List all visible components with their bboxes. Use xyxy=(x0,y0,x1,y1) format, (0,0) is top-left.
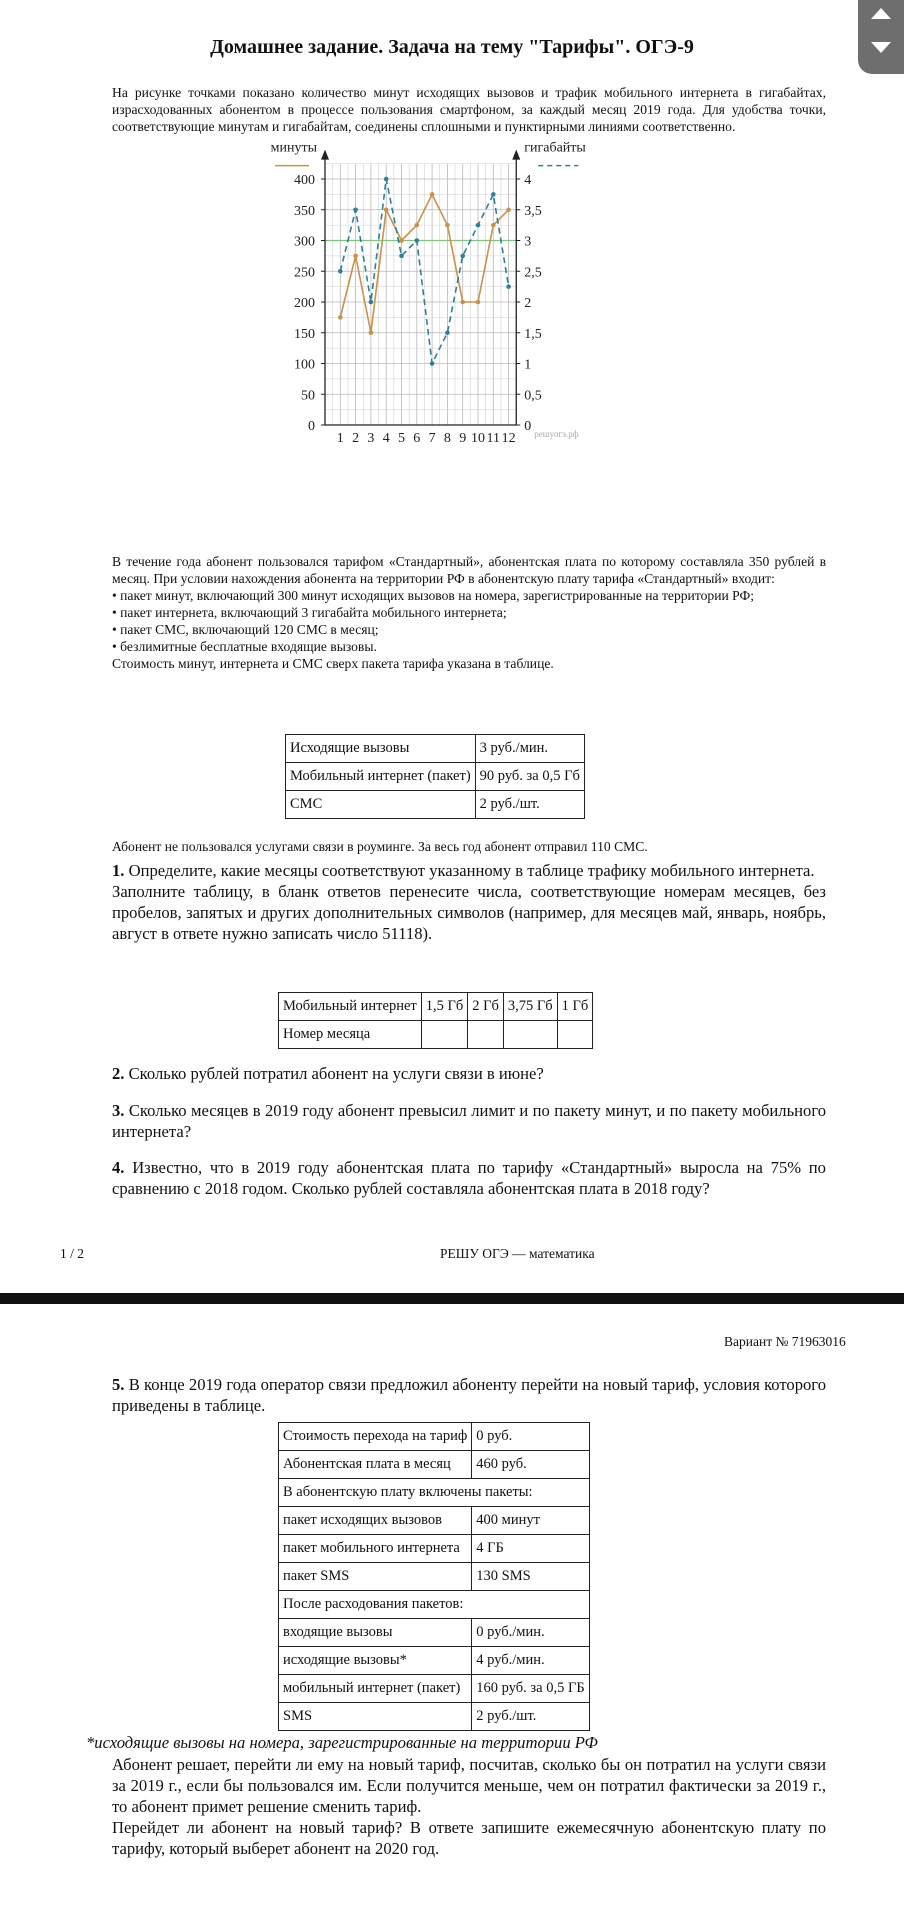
minutes-point xyxy=(399,238,404,243)
question-text: Сколько рублей потратил абонент на услуги связи в июне? xyxy=(128,1064,544,1083)
answer-cell[interactable] xyxy=(421,1021,468,1049)
table-row xyxy=(279,1563,590,1591)
table-cell: Абонентская плата в месяц xyxy=(279,1451,472,1479)
table-row xyxy=(279,1619,590,1647)
minutes-point xyxy=(506,207,511,212)
y-tick-label-right: 3 xyxy=(524,234,532,250)
table-cell: исходящие вызовы* xyxy=(279,1647,472,1675)
x-tick-label: 9 xyxy=(459,431,467,446)
y-axis-label-right: гигабайты xyxy=(524,140,586,156)
table-cell: пакет мобильного интернета xyxy=(279,1535,472,1563)
table-cell: 1,5 Гб xyxy=(421,993,468,1021)
table-cell: Мобильный интернет xyxy=(279,993,422,1021)
question-number: 1. xyxy=(112,861,125,880)
desc-line-0: В течение года абонент пользовался тарифом «Стандартный», абонентская плата по которому составляла 350 рублей в месяц. При условии нахождения абонента на территории РФ в абонентскую плату тарифа «Стандартный» входит: xyxy=(112,554,826,586)
table-section-header: После расходования пакетов: xyxy=(279,1591,590,1619)
y-tick-label-left: 150 xyxy=(294,326,315,342)
x-tick-label: 12 xyxy=(501,431,516,446)
desc-line-2: • пакет интернета, включающий 3 гигабайта мобильного интернета; xyxy=(112,605,507,620)
x-tick-label: 7 xyxy=(428,431,436,446)
desc-line-3: • пакет СМС, включающий 120 СМС в месяц; xyxy=(112,622,379,637)
table-row xyxy=(279,1675,590,1703)
gigabytes-point xyxy=(369,300,374,305)
y-tick-label-right: 0 xyxy=(524,419,532,434)
table-row xyxy=(279,1647,590,1675)
table-cell: пакет SMS xyxy=(279,1563,472,1591)
x-tick-label: 1 xyxy=(336,431,344,446)
table-cell: 1 Гб xyxy=(557,993,593,1021)
question-5 xyxy=(86,1374,826,1416)
table-cell: 130 SMS xyxy=(472,1563,589,1591)
gigabytes-point xyxy=(353,207,358,212)
table-cell: 2 руб./шт. xyxy=(475,791,584,819)
y-tick-label-right: 1 xyxy=(524,357,532,373)
question-text: Определите, какие месяцы соответствуют указанному в таблице трафику мобильного интернета. xyxy=(128,861,815,880)
gigabytes-point xyxy=(430,361,435,366)
footnote: *исходящие вызовы на номера, зарегистрированные на территории РФ xyxy=(86,1733,598,1752)
table-cell: 90 руб. за 0,5 Гб xyxy=(475,763,584,791)
answer-cell[interactable] xyxy=(557,1021,593,1049)
y-tick-label-left: 400 xyxy=(294,173,315,188)
y-tick-label-left: 350 xyxy=(294,203,315,219)
scroll-up-icon[interactable] xyxy=(871,8,891,19)
table-cell: Номер месяца xyxy=(279,1021,422,1049)
gigabytes-point xyxy=(399,254,404,259)
table-cell: пакет исходящих вызовов xyxy=(279,1507,472,1535)
intro-text: На рисунке точками показано количество минут исходящих вызовов и трафик мобильного интернета в гигабайтах, израсходованных абонентом в процессе пользования смартфоном, за каждый месяц 2019 года. Для удобства точки, соответствующие минутам и гигабайтам, соединены сплошными и пунктирными линиями соответственно. xyxy=(112,85,826,134)
table-row xyxy=(286,763,585,791)
table-cell: входящие вызовы xyxy=(279,1619,472,1647)
table-row xyxy=(279,993,593,1021)
minutes-point xyxy=(415,223,420,228)
table-row xyxy=(279,1591,590,1619)
question-3 xyxy=(86,1100,826,1142)
table-row xyxy=(279,1021,593,1049)
gigabytes-point xyxy=(338,269,343,274)
table-row xyxy=(279,1479,590,1507)
table-row xyxy=(279,1451,590,1479)
table-cell: 460 руб. xyxy=(472,1451,589,1479)
tariff-description xyxy=(86,553,826,672)
y-tick-label-right: 3,5 xyxy=(524,203,542,219)
table-row xyxy=(286,791,585,819)
table-cell: 3 руб./мин. xyxy=(475,735,584,763)
minutes-point xyxy=(491,223,496,228)
page-title: Домашнее задание. Задача на тему "Тарифы". ОГЭ-9 xyxy=(210,36,694,58)
x-tick-label: 3 xyxy=(367,431,375,446)
question-instruction: Заполните таблицу, в бланк ответов перенесите числа, соответствующие номерам месяцев, без пробелов, запятых и других дополнительных символов (например, для месяцев май, январь, ноябрь, август в ответе нужно записать число 51118). xyxy=(112,882,826,943)
chart-labels xyxy=(271,141,587,446)
minutes-point xyxy=(445,223,450,228)
answer-cell[interactable] xyxy=(503,1021,557,1049)
question-1 xyxy=(86,860,826,944)
y-tick-label-right: 1,5 xyxy=(524,326,542,342)
table-cell: 2 руб./шт. xyxy=(472,1703,589,1731)
y-tick-label-right: 2,5 xyxy=(524,265,542,281)
question-4 xyxy=(86,1157,826,1199)
table-section-header: В абонентскую плату включены пакеты: xyxy=(279,1479,590,1507)
table-cell: SMS xyxy=(279,1703,472,1731)
minutes-point xyxy=(384,207,389,212)
question-paragraph: Перейдет ли абонент на новый тариф? В ответе запишите ежемесячную абонентскую плату по тарифу, который выберет абонент на 2020 год. xyxy=(112,1818,826,1858)
y-axis-label-left: минуты xyxy=(270,140,317,156)
table-row xyxy=(279,1703,590,1731)
table-cell: 2 Гб xyxy=(468,993,504,1021)
question-5-details xyxy=(86,1754,826,1859)
variant-number: Вариант № 71963016 xyxy=(724,1334,846,1349)
answer-table xyxy=(278,992,593,1049)
question-text: Сколько месяцев в 2019 году абонент превысил лимит и по пакету минут, и по пакету мобильного интернета? xyxy=(112,1101,827,1141)
price-table xyxy=(285,734,585,819)
x-tick-label: 4 xyxy=(382,431,390,446)
table-cell: 3,75 Гб xyxy=(503,993,557,1021)
question-text: Известно, что в 2019 году абонентская плата по тарифу «Стандартный» выросла на 75% по сравнению с 2018 годом. Сколько рублей составляла абонентская плата в 2018 году? xyxy=(112,1158,826,1198)
table-cell: мобильный интернет (пакет) xyxy=(279,1675,472,1703)
question-number: 5. xyxy=(112,1375,125,1394)
intro-paragraph xyxy=(86,84,826,135)
watermark: решуогэ.рф xyxy=(534,429,579,439)
desc-line-1: • пакет минут, включающий 300 минут исходящих вызовов на номера, зарегистрированные на территории РФ; xyxy=(112,588,754,603)
y-tick-label-left: 200 xyxy=(294,296,315,311)
gigabytes-point xyxy=(415,238,420,243)
chart-grid xyxy=(325,164,516,425)
question-2 xyxy=(112,1063,826,1084)
table-row xyxy=(279,1507,590,1535)
x-tick-label: 2 xyxy=(352,431,360,446)
y-tick-label-right: 0,5 xyxy=(524,388,542,404)
site-name: РЕШУ ОГЭ — математика xyxy=(440,1246,595,1261)
answer-cell[interactable] xyxy=(468,1021,504,1049)
table-cell: 0 руб./мин. xyxy=(472,1619,589,1647)
gigabytes-point xyxy=(491,192,496,197)
table-row xyxy=(286,735,585,763)
table-cell: 4 ГБ xyxy=(472,1535,589,1563)
roaming-note: Абонент не пользовался услугами связи в роуминге. За весь год абонент отправил 110 СМС. xyxy=(112,839,648,854)
page-number: 1 / 2 xyxy=(60,1246,85,1261)
table-cell: 0 руб. xyxy=(472,1423,589,1451)
question-number: 2. xyxy=(112,1064,125,1083)
question-number: 3. xyxy=(112,1101,125,1120)
question-number: 4. xyxy=(112,1158,125,1177)
gigabytes-point xyxy=(384,177,389,182)
table-cell: Стоимость перехода на тариф xyxy=(279,1423,472,1451)
question-text: В конце 2019 года оператор связи предложил абоненту перейти на новый тариф, условия которого приведены в таблице. xyxy=(112,1375,826,1415)
y-tick-label-left: 0 xyxy=(308,419,315,434)
minutes-point xyxy=(430,192,435,197)
desc-line-4: • безлимитные бесплатные входящие вызовы. xyxy=(112,639,377,654)
table-cell: 4 руб./мин. xyxy=(472,1647,589,1675)
table-cell: Исходящие вызовы xyxy=(286,735,476,763)
new-tariff-table xyxy=(278,1422,590,1731)
page-separator xyxy=(0,1293,904,1304)
x-tick-label: 11 xyxy=(486,431,501,446)
table-cell: Мобильный интернет (пакет) xyxy=(286,763,476,791)
x-tick-label: 6 xyxy=(413,431,421,446)
minutes-point xyxy=(460,300,465,305)
right-axis-arrow-icon xyxy=(512,150,520,160)
gigabytes-point xyxy=(506,284,511,289)
question-paragraph: Абонент решает, перейти ли ему на новый тариф, посчитав, сколько бы он потратил на услуги связи за 2019 г., если бы пользовался им. Если получится меньше, чем он потратил фактически за 2019 г., то абонент примет решение сменить тариф. xyxy=(112,1755,826,1816)
table-row xyxy=(279,1535,590,1563)
minutes-point xyxy=(338,315,343,320)
table-row xyxy=(279,1423,590,1451)
minutes-point xyxy=(369,330,374,335)
minutes-point xyxy=(353,254,358,259)
gigabytes-point xyxy=(476,223,481,228)
y-tick-label-left: 250 xyxy=(294,265,315,281)
chart-axes xyxy=(321,150,520,425)
x-tick-label: 10 xyxy=(471,431,485,446)
table-cell: 160 руб. за 0,5 ГБ xyxy=(472,1675,589,1703)
y-tick-label-left: 100 xyxy=(294,357,315,373)
y-tick-label-left: 50 xyxy=(301,388,315,404)
gigabytes-point xyxy=(460,254,465,259)
usage-chart xyxy=(255,140,665,542)
x-tick-label: 5 xyxy=(398,431,405,446)
gigabytes-point xyxy=(445,330,450,335)
desc-line-5: Стоимость минут, интернета и СМС сверх пакета тарифа указана в таблице. xyxy=(112,656,554,671)
table-cell: 400 минут xyxy=(472,1507,589,1535)
left-axis-arrow-icon xyxy=(321,150,329,160)
x-tick-label: 8 xyxy=(443,431,451,446)
y-tick-label-right: 2 xyxy=(524,296,532,311)
table-cell: СМС xyxy=(286,791,476,819)
minutes-point xyxy=(476,300,481,305)
y-tick-label-right: 4 xyxy=(524,173,532,188)
y-tick-label-left: 300 xyxy=(294,234,315,250)
